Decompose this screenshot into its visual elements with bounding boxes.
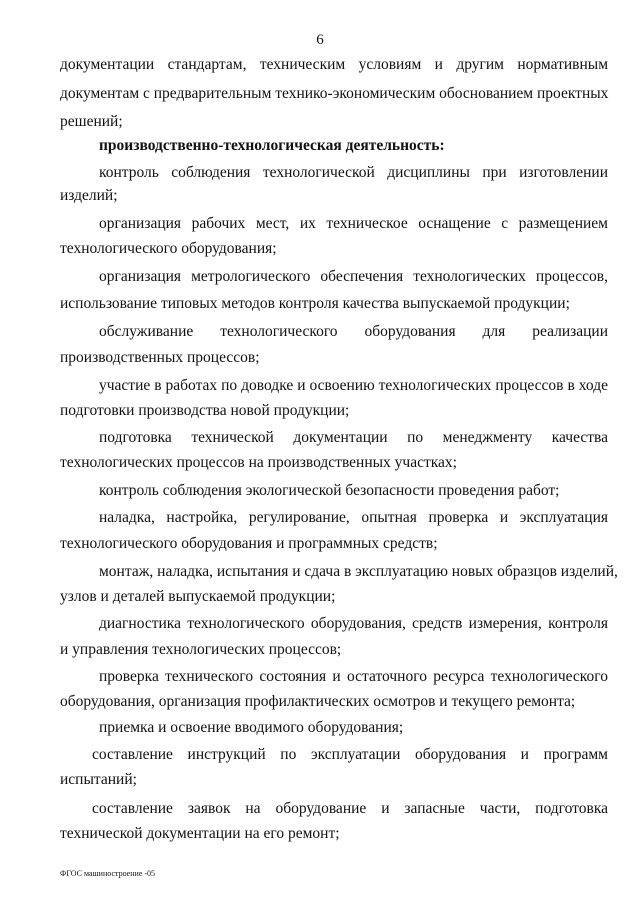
text-line: составление заявок на оборудование и запасные части, подготовка xyxy=(92,800,608,817)
page-number: 6 xyxy=(316,32,324,48)
text-line: составление инструкций по эксплуатации оборудования и программ xyxy=(92,746,608,763)
text-line: наладка, настройка, регулирование, опытная проверка и эксплуатация xyxy=(99,509,608,526)
text-line: производственных процессов; xyxy=(60,349,260,366)
text-line: оборудования, организация профилактических осмотров и текущего ремонта; xyxy=(60,693,576,710)
text-line: изделий; xyxy=(60,187,118,204)
text-line: технологических процессов на производственных участках; xyxy=(60,454,457,471)
text-line: документации стандартам, техническим условиям и другим нормативным xyxy=(60,56,608,73)
text-line: испытаний; xyxy=(60,771,137,788)
text-line: использование типовых методов контроля качества выпускаемой продукции; xyxy=(60,295,570,312)
text-line: технической документации на его ремонт; xyxy=(60,825,340,842)
text-line: приемка и освоение вводимого оборудования; xyxy=(99,719,404,736)
text-line: подготовки производства новой продукции; xyxy=(60,402,350,419)
text-line: монтаж, наладка, испытания и сдача в эксплуатацию новых образцов изделий, xyxy=(99,563,618,580)
text-line: участие в работах по доводке и освоению технологических процессов в ходе xyxy=(99,377,608,394)
text-line: проверка технического состояния и остаточного ресурса технологического xyxy=(99,668,608,685)
text-line: узлов и деталей выпускаемой продукции; xyxy=(60,588,336,605)
text-line: документам с предварительным технико-экономическим обоснованием проектных xyxy=(60,85,609,102)
text-line: организация метрологического обеспечения технологических процессов, xyxy=(99,268,608,285)
text-line: технологического оборудования и программных средств; xyxy=(60,535,438,552)
text-line: решений; xyxy=(60,113,123,130)
text-line: подготовка технической документации по менеджменту качества xyxy=(99,429,608,446)
text-line: контроль соблюдения экологической безопасности проведения работ; xyxy=(99,482,560,499)
page-footer: ФГОС машиностроение -05 xyxy=(60,869,156,878)
text-line: организация рабочих мест, их техническое оснащение с размещением xyxy=(99,215,608,232)
text-line: технологического оборудования; xyxy=(60,240,277,257)
text-line: и управления технологических процессов; xyxy=(60,641,342,658)
text-line: контроль соблюдения технологической дисциплины при изготовлении xyxy=(99,164,608,181)
text-line: обслуживание технологического оборудования для реализации xyxy=(99,323,608,340)
text-line: диагностика технологического оборудования, средств измерения, контроля xyxy=(99,615,608,632)
section-heading: производственно-технологическая деятельность: xyxy=(99,137,445,154)
